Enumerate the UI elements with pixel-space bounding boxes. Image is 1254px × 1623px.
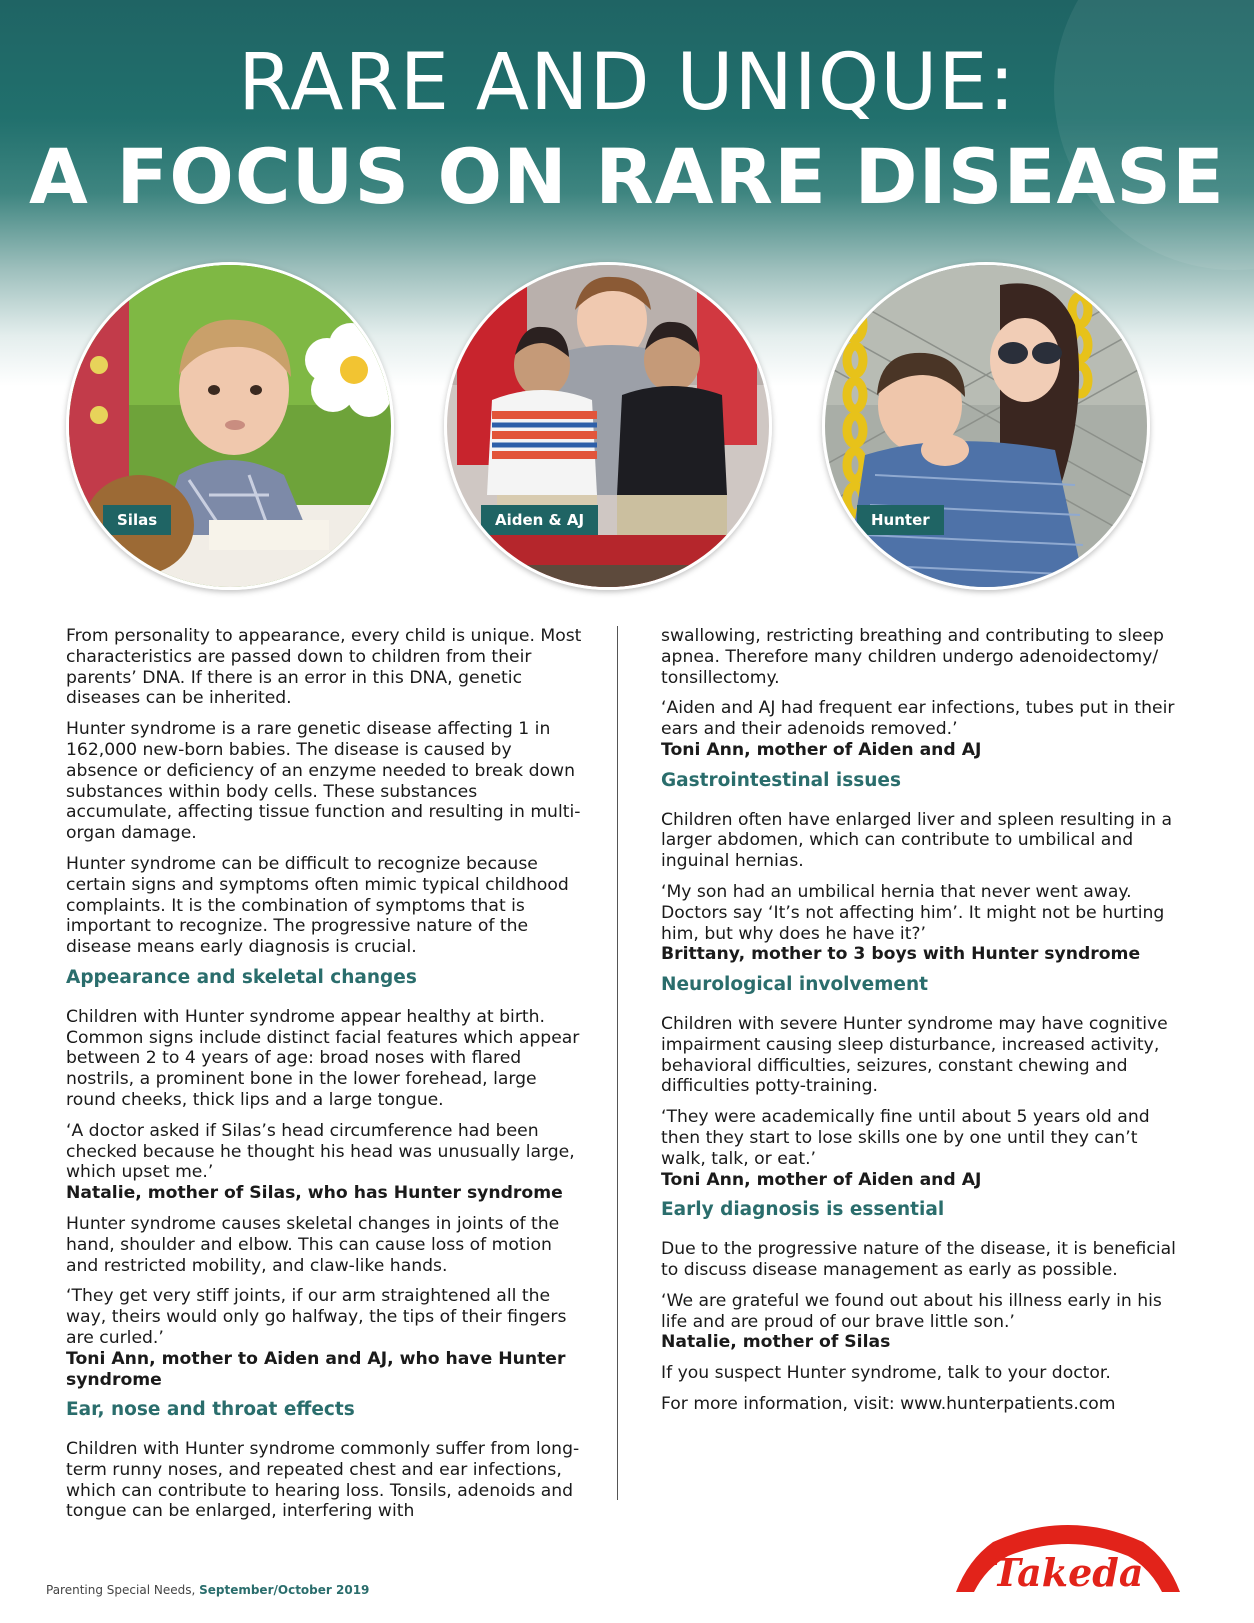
appearance-paragraph-2: Hunter syndrome causes skeletal changes in joints of the hand, shoulder and elbow. This can cause loss of motion and restricted mobility, and claw-like hands. (66, 1213, 560, 1276)
intro-paragraph-3: Hunter syndrome can be difficult to recognize because certain signs and symptoms often mimic typical childhood complaints. It is the combination of symptoms that is important to recognize. The progressive nature of the disease means early diagnosis is crucial. (66, 853, 569, 958)
quote-grateful-attribution: Natalie, mother of Silas (661, 1332, 891, 1353)
quote-ears-text: ‘Aiden and AJ had frequent ear infections, tubes put in their ears and their adenoids removed.’ (661, 698, 1175, 740)
title-line-2: A FOCUS ON RARE DISEASE (29, 132, 1225, 221)
footer-publication: Parenting Special Needs, (46, 1583, 196, 1597)
quote-skills-attribution: Toni Ann, mother of Aiden and AJ (661, 1169, 982, 1190)
quote-silas-text: ‘A doctor asked if Silas’s head circumference had been checked because he thought his head was unusually large, which upset me.’ (66, 1120, 575, 1183)
quote-skills-text: ‘They were academically fine until about 5 years old and then they start to lose skills one by one until they can’t walk, talk, or eat.’ (661, 1107, 1150, 1169)
cta-paragraph-2: For more information, visit: www.hunterpatients.com (661, 1393, 1116, 1414)
heading-early-diagnosis: Early diagnosis is essential (661, 1199, 945, 1221)
photo-label-aiden-aj: Aiden & AJ (481, 505, 598, 535)
title-line-1: RARE AND UNIQUE: (238, 38, 1016, 128)
appearance-paragraph-1: Children with Hunter syndrome appear healthy at birth. Common signs include distinct facial features which appear between 2 to 4 years of age: broad noses with flared nostrils, a prominent bone in the lower forehead, large round cheeks, thick lips and a large tongue. (66, 1006, 580, 1110)
quote-grateful-text: ‘We are grateful we found out about his illness early in his life and are proud of our brave little son.’ (661, 1290, 1162, 1332)
quote-skills (661, 1107, 1181, 1190)
photo-label-silas: Silas (103, 505, 171, 535)
photo-hunter-image (825, 265, 1147, 587)
photo-silas (66, 262, 394, 590)
takeda-logo (948, 1520, 1188, 1604)
ent-paragraph-1: Children with Hunter syndrome commonly suffer from long-term runny noses, and repeated chest and ear infections, which can contribute to hearing loss. Tonsils, adenoids and tongue can be enlarged, interfering with (66, 1439, 580, 1522)
neuro-paragraph-1: Children with severe Hunter syndrome may have cognitive impairment causing sleep disturbance, increased activity, behavioral difficulties, seizures, constant chewing and difficulties potty-training. (661, 1013, 1168, 1097)
intro-paragraph-1: From personality to appearance, every child is unique. Most characteristics are passed down to children from their parents’ DNA. If there is an error in this DNA, genetic diseases can be inherited. (66, 626, 582, 709)
gi-paragraph-1: Children often have enlarged liver and spleen resulting in a larger abdomen, which can contribute to umbilical and inguinal hernias. (661, 809, 1173, 872)
ent-paragraph-1-continued: swallowing, restricting breathing and contributing to sleep apnea. Therefore many children undergo adenoidectomy/ tonsillectomy. (661, 626, 1164, 688)
quote-silas (66, 1121, 586, 1204)
quote-hernia (661, 882, 1181, 965)
quote-joints-attribution: Toni Ann, mother to Aiden and AJ, who have Hunter syndrome (66, 1348, 566, 1390)
takeda-logo-mark (948, 1520, 1188, 1600)
right-column (661, 626, 1181, 1425)
photo-aiden-aj-image (447, 265, 769, 587)
heading-appearance: Appearance and skeletal changes (66, 966, 417, 988)
quote-joints (66, 1286, 586, 1390)
quote-ears (661, 698, 1181, 760)
heading-ent: Ear, nose and throat effects (66, 1399, 355, 1421)
quote-hernia-text: ‘My son had an umbilical hernia that never went away. Doctors say ‘It’s not affecting him’. It might not be hurting him, but why does he have it?’ (661, 881, 1165, 944)
quote-joints-text: ‘They get very stiff joints, if our arm straightened all the way, theirs would only go halfway, the tips of their fingers are curled.’ (66, 1286, 567, 1348)
footer-credit (46, 1583, 369, 1597)
quote-silas-attribution: Natalie, mother of Silas, who has Hunter syndrome (66, 1183, 563, 1204)
quote-ears-attribution: Toni Ann, mother of Aiden and AJ (661, 739, 982, 760)
takeda-logo-text: Takeda (992, 1550, 1144, 1595)
heading-neurological: Neurological involvement (661, 974, 928, 996)
left-column (66, 626, 586, 1532)
photo-aiden-aj (444, 262, 772, 590)
intro-paragraph-2: Hunter syndrome is a rare genetic disease affecting 1 in 162,000 new-born babies. The disease is caused by absence or deficiency of an enzyme needed to break down substances within body cells. These substances accumulate, affecting tissue function and resulting in multi-organ damage. (66, 719, 581, 844)
quote-hernia-attribution: Brittany, mother to 3 boys with Hunter syndrome (661, 944, 1141, 965)
column-divider (617, 626, 618, 1500)
heading-gastrointestinal: Gastrointestinal issues (661, 769, 901, 791)
photo-label-hunter: Hunter (857, 505, 944, 535)
footer-issue: September/October 2019 (199, 1583, 370, 1597)
photo-hunter (822, 262, 1150, 590)
early-paragraph-1: Due to the progressive nature of the disease, it is beneficial to discuss disease management as early as possible. (661, 1239, 1176, 1280)
quote-grateful (661, 1291, 1181, 1353)
cta-paragraph-1: If you suspect Hunter syndrome, talk to your doctor. (661, 1363, 1111, 1384)
photo-silas-image (69, 265, 391, 587)
